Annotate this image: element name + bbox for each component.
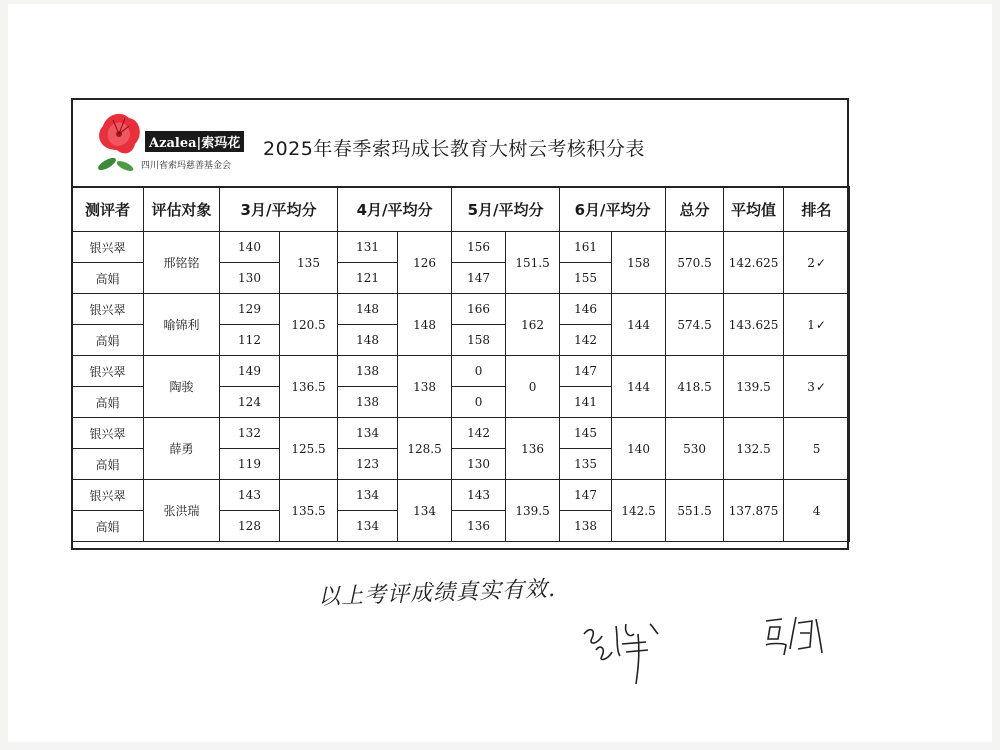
score-cell: 138: [560, 511, 612, 542]
signature-yinxingcui: [576, 604, 676, 690]
signature-gaojuan: [760, 609, 830, 659]
score-cell: 124: [220, 387, 280, 418]
subject-cell: 喻锦利: [144, 294, 220, 356]
check-mark-icon: ✓: [815, 379, 826, 394]
month-average-cell: 151.5: [506, 232, 560, 294]
month-average-cell: 144: [612, 356, 666, 418]
evaluator-cell: 银兴翠: [72, 480, 144, 511]
score-cell: 131: [338, 232, 398, 263]
score-cell: 156: [452, 232, 506, 263]
rank-cell: [784, 294, 850, 356]
evaluator-cell: 高娟: [72, 325, 144, 356]
logo-brand-text: Azalea|索玛花: [145, 131, 244, 152]
logo-org-text: 四川省索玛慈善基金会: [141, 161, 232, 171]
header-cell: 5月/平均分: [452, 187, 560, 232]
average-cell: 142.625: [724, 232, 784, 294]
evaluator-cell: 银兴翠: [72, 294, 144, 325]
score-cell: 142: [452, 418, 506, 449]
table-body: [72, 232, 850, 542]
table-row: [72, 480, 850, 511]
header-cell: 总分: [666, 187, 724, 232]
score-cell: 121: [338, 263, 398, 294]
score-cell: 136: [452, 511, 506, 542]
average-cell: 137.875: [724, 480, 784, 542]
rank-value: 4: [812, 503, 821, 518]
rank-cell: [784, 418, 850, 480]
score-cell: 128: [220, 511, 280, 542]
month-average-cell: 125.5: [280, 418, 338, 480]
total-cell: 530: [666, 418, 724, 480]
month-average-cell: 140: [612, 418, 666, 480]
score-cell: 143: [220, 480, 280, 511]
document-sheet: [8, 4, 992, 742]
month-average-cell: 158: [612, 232, 666, 294]
evaluator-cell: 高娟: [72, 511, 144, 542]
score-cell: 161: [560, 232, 612, 263]
month-average-cell: 134: [398, 480, 452, 542]
header-cell: 平均值: [724, 187, 784, 232]
score-cell: 119: [220, 449, 280, 480]
score-cell: 155: [560, 263, 612, 294]
total-cell: 551.5: [666, 480, 724, 542]
score-cell: 0: [452, 356, 506, 387]
score-cell: 138: [338, 387, 398, 418]
subject-cell: 薛勇: [144, 418, 220, 480]
average-cell: 139.5: [724, 356, 784, 418]
score-cell: 134: [338, 418, 398, 449]
score-cell: 0: [452, 387, 506, 418]
score-cell: 143: [452, 480, 506, 511]
evaluator-cell: 高娟: [72, 263, 144, 294]
score-cell: 141: [560, 387, 612, 418]
score-cell: 158: [452, 325, 506, 356]
month-average-cell: 138: [398, 356, 452, 418]
total-cell: 570.5: [666, 232, 724, 294]
subject-cell: 陶骏: [144, 356, 220, 418]
score-cell: 130: [452, 449, 506, 480]
score-table-frame: [71, 98, 849, 550]
month-average-cell: 139.5: [506, 480, 560, 542]
score-cell: 140: [220, 232, 280, 263]
evaluator-cell: 高娟: [72, 387, 144, 418]
score-cell: 112: [220, 325, 280, 356]
evaluator-cell: 银兴翠: [72, 232, 144, 263]
evaluator-cell: 银兴翠: [72, 356, 144, 387]
month-average-cell: 135: [280, 232, 338, 294]
header-cell: 3月/平均分: [220, 187, 338, 232]
table-row: [72, 356, 850, 387]
total-cell: 574.5: [666, 294, 724, 356]
score-cell: 129: [220, 294, 280, 325]
azalea-logo: [89, 106, 239, 178]
evaluator-cell: 银兴翠: [72, 418, 144, 449]
subject-cell: 张洪瑞: [144, 480, 220, 542]
month-average-cell: 0: [506, 356, 560, 418]
table-row: [72, 418, 850, 449]
title-band: [73, 100, 847, 188]
month-average-cell: 148: [398, 294, 452, 356]
month-average-cell: 144: [612, 294, 666, 356]
evaluator-cell: 高娟: [72, 449, 144, 480]
table-row: [72, 294, 850, 325]
score-cell: 147: [560, 480, 612, 511]
rank-value: 5: [812, 441, 821, 456]
month-average-cell: 162: [506, 294, 560, 356]
score-cell: 148: [338, 294, 398, 325]
rank-cell: [784, 356, 850, 418]
rank-value: 3: [807, 379, 815, 394]
page-title: 2025年春季索玛成长教育大树云考核积分表: [263, 138, 645, 160]
header-cell: 4月/平均分: [338, 187, 452, 232]
header-cell: 排名: [784, 187, 850, 232]
month-average-cell: 136: [506, 418, 560, 480]
rank-value: 2: [807, 255, 815, 270]
azalea-flower-icon: [89, 106, 149, 178]
header-cell: 6月/平均分: [560, 187, 666, 232]
score-cell: 123: [338, 449, 398, 480]
header-cell: 评估对象: [144, 187, 220, 232]
score-cell: 146: [560, 294, 612, 325]
check-mark-icon: ✓: [815, 255, 826, 270]
check-mark-icon: ✓: [815, 317, 826, 332]
score-cell: 149: [220, 356, 280, 387]
month-average-cell: 126: [398, 232, 452, 294]
score-cell: 142: [560, 325, 612, 356]
subject-cell: 邢铭铭: [144, 232, 220, 294]
score-cell: 134: [338, 480, 398, 511]
rank-cell: [784, 232, 850, 294]
score-cell: 134: [338, 511, 398, 542]
table-row: [72, 232, 850, 263]
header-row: [72, 187, 850, 232]
month-average-cell: 128.5: [398, 418, 452, 480]
score-table: [71, 186, 850, 542]
score-cell: 145: [560, 418, 612, 449]
score-cell: 148: [338, 325, 398, 356]
month-average-cell: 142.5: [612, 480, 666, 542]
score-cell: 138: [338, 356, 398, 387]
month-average-cell: 136.5: [280, 356, 338, 418]
score-cell: 166: [452, 294, 506, 325]
month-average-cell: 135.5: [280, 480, 338, 542]
score-cell: 147: [560, 356, 612, 387]
month-average-cell: 120.5: [280, 294, 338, 356]
score-cell: 130: [220, 263, 280, 294]
handwritten-note: 以上考评成绩真实有效.: [317, 576, 557, 611]
score-cell: 135: [560, 449, 612, 480]
score-cell: 132: [220, 418, 280, 449]
score-cell: 147: [452, 263, 506, 294]
average-cell: 143.625: [724, 294, 784, 356]
total-cell: 418.5: [666, 356, 724, 418]
header-cell: 测评者: [72, 187, 144, 232]
rank-value: 1: [807, 317, 815, 332]
rank-cell: [784, 480, 850, 542]
average-cell: 132.5: [724, 418, 784, 480]
